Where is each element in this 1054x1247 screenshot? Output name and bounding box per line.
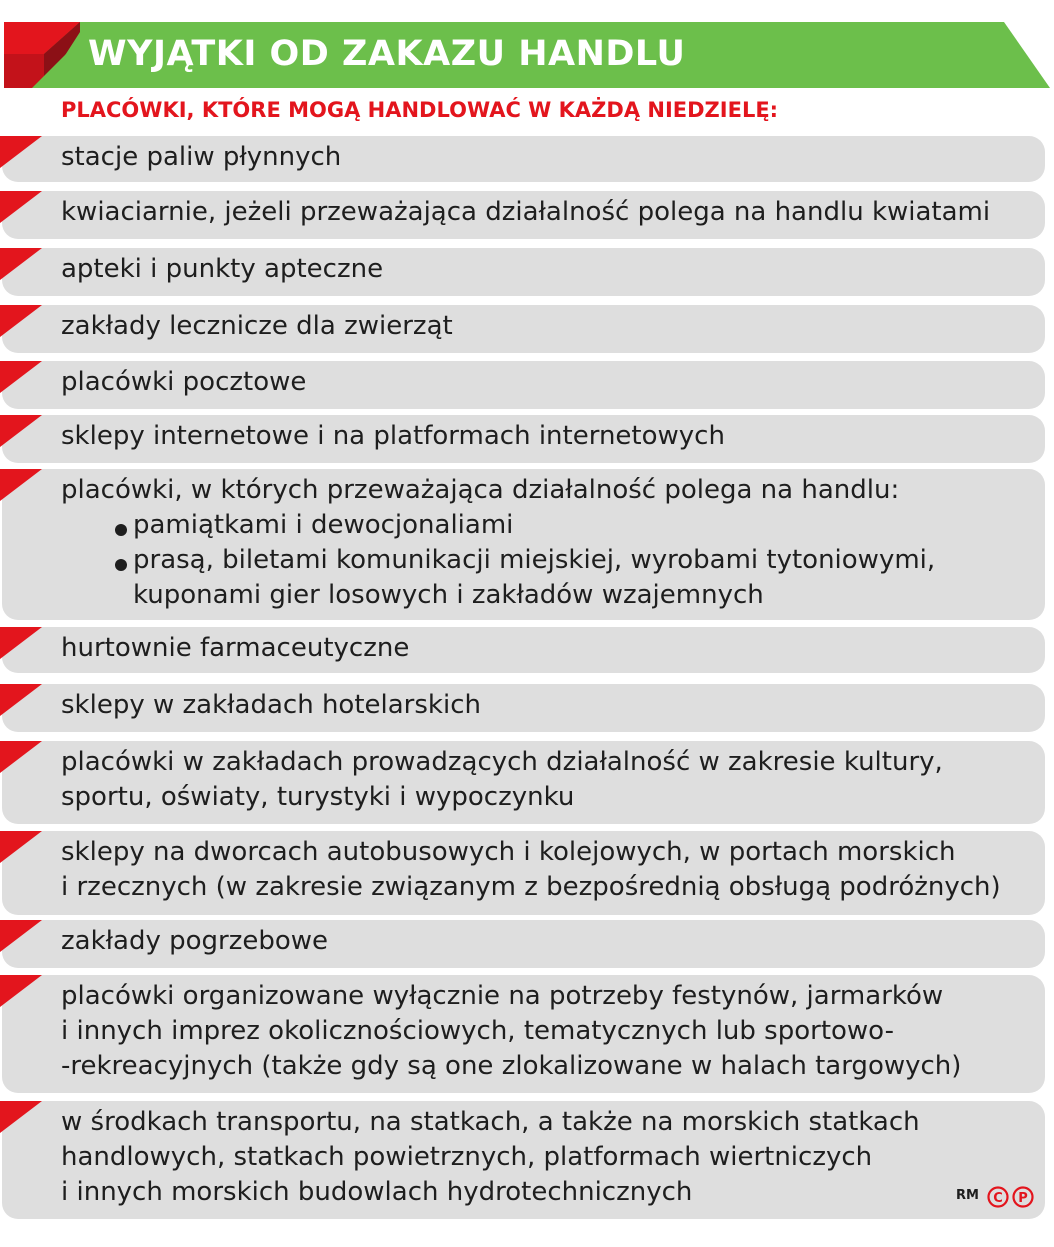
list-item-text <box>61 195 1035 230</box>
list-item-line: i innych morskich budowlach hydrotechnicznych <box>61 1177 693 1207</box>
list-item-line: sklepy na dworcach autobusowych i kolejowych, w portach morskich <box>61 837 956 867</box>
red-flag-icon <box>0 684 44 716</box>
list-item-line: zakłady lecznicze dla zwierząt <box>61 311 453 341</box>
list-item <box>2 191 1045 239</box>
list-item-line: -rekreacyjnych (także gdy są one zlokalizowane w halach targowych) <box>61 1051 962 1081</box>
list-item-text <box>61 1105 1035 1210</box>
list-item-line: placówki w zakładach prowadzących działalność w zakresie kultury, <box>61 747 943 777</box>
list-item-text <box>61 309 1035 344</box>
list-item-line: placówki organizowane wyłącznie na potrzeby festynów, jarmarków <box>61 981 944 1011</box>
list-item <box>2 305 1045 353</box>
bullet-item: prasą, biletami komunikacji miejskiej, wyrobami tytoniowymi, <box>61 543 1035 578</box>
red-flag-icon <box>0 415 44 447</box>
list-item-line: i innych imprez okolicznościowych, tematycznych lub sportowo- <box>61 1016 894 1046</box>
list-item <box>2 627 1045 673</box>
list-item-text <box>61 688 1035 723</box>
red-flag-icon <box>0 1101 44 1133</box>
list-item-text <box>61 835 1035 905</box>
list-item <box>2 469 1045 620</box>
list-item <box>2 741 1045 824</box>
list-item <box>2 1101 1045 1219</box>
list-item-line: handlowych, statkach powietrznych, platformach wiertniczych <box>61 1142 873 1172</box>
author-credit: RM <box>956 1188 979 1203</box>
list-item-line: placówki, w których przeważająca działalność polega na handlu: <box>61 475 900 505</box>
list-item-text <box>61 924 1035 959</box>
list-item <box>2 415 1045 463</box>
list-item <box>2 831 1045 915</box>
red-flag-icon <box>0 920 44 952</box>
list-item-text <box>61 140 1035 175</box>
logo-letter-p: P <box>1018 1191 1028 1206</box>
red-flag-icon <box>0 627 44 659</box>
list-item-text <box>61 419 1035 454</box>
list-item <box>2 136 1045 182</box>
red-flag-icon <box>0 248 44 280</box>
list-item-text <box>61 365 1035 400</box>
bullet-item-continuation: kuponami gier losowych i zakładów wzajemnych <box>133 580 764 610</box>
list-item <box>2 361 1045 409</box>
list-item-line: hurtownie farmaceutyczne <box>61 633 410 663</box>
red-flag-icon <box>0 136 44 168</box>
red-flag-icon <box>0 831 44 863</box>
list-item-line: kwiaciarnie, jeżeli przeważająca działalność polega na handlu kwiatami <box>61 197 991 227</box>
list-item-line: apteki i punkty apteczne <box>61 254 384 284</box>
list-item <box>2 920 1045 968</box>
section-subtitle: PLACÓWKI, KTÓRE MOGĄ HANDLOWAĆ W KAŻDĄ NIEDZIELĘ: <box>61 98 779 122</box>
red-flag-icon <box>0 741 44 773</box>
list-item-line: i rzecznych (w zakresie związanym z bezpośrednią obsługą podróżnych) <box>61 872 1001 902</box>
list-item-text <box>61 631 1035 666</box>
red-flag-icon <box>0 305 44 337</box>
title-banner <box>4 22 1050 88</box>
list-item-line: sklepy w zakładach hotelarskich <box>61 690 481 720</box>
list-item-text <box>61 252 1035 287</box>
list-item <box>2 248 1045 296</box>
logo-letter-c: C <box>993 1191 1003 1206</box>
list-item-text <box>61 745 1035 815</box>
list-item-line: zakłady pogrzebowe <box>61 926 329 956</box>
bullet-item: pamiątkami i dewocjonaliami <box>61 508 1035 543</box>
list-item-text <box>61 979 1035 1084</box>
copyright-logo-icon <box>987 1186 1035 1208</box>
red-flag-icon <box>0 469 44 501</box>
list-item <box>2 975 1045 1093</box>
red-flag-icon <box>0 191 44 223</box>
list-item-line: w środkach transportu, na statkach, a także na morskich statkach <box>61 1107 920 1137</box>
list-item-text <box>61 473 1035 613</box>
list-item-line: placówki pocztowe <box>61 367 307 397</box>
list-item-line: sklepy internetowe i na platformach internetowych <box>61 421 725 451</box>
list-item-line: stacje paliw płynnych <box>61 142 342 172</box>
red-flag-icon <box>0 975 44 1007</box>
list-item-line: sportu, oświaty, turystyki i wypoczynku <box>61 782 575 812</box>
list-item <box>2 684 1045 732</box>
red-flag-icon <box>0 361 44 393</box>
page-title: WYJĄTKI OD ZAKAZU HANDLU <box>88 34 686 74</box>
